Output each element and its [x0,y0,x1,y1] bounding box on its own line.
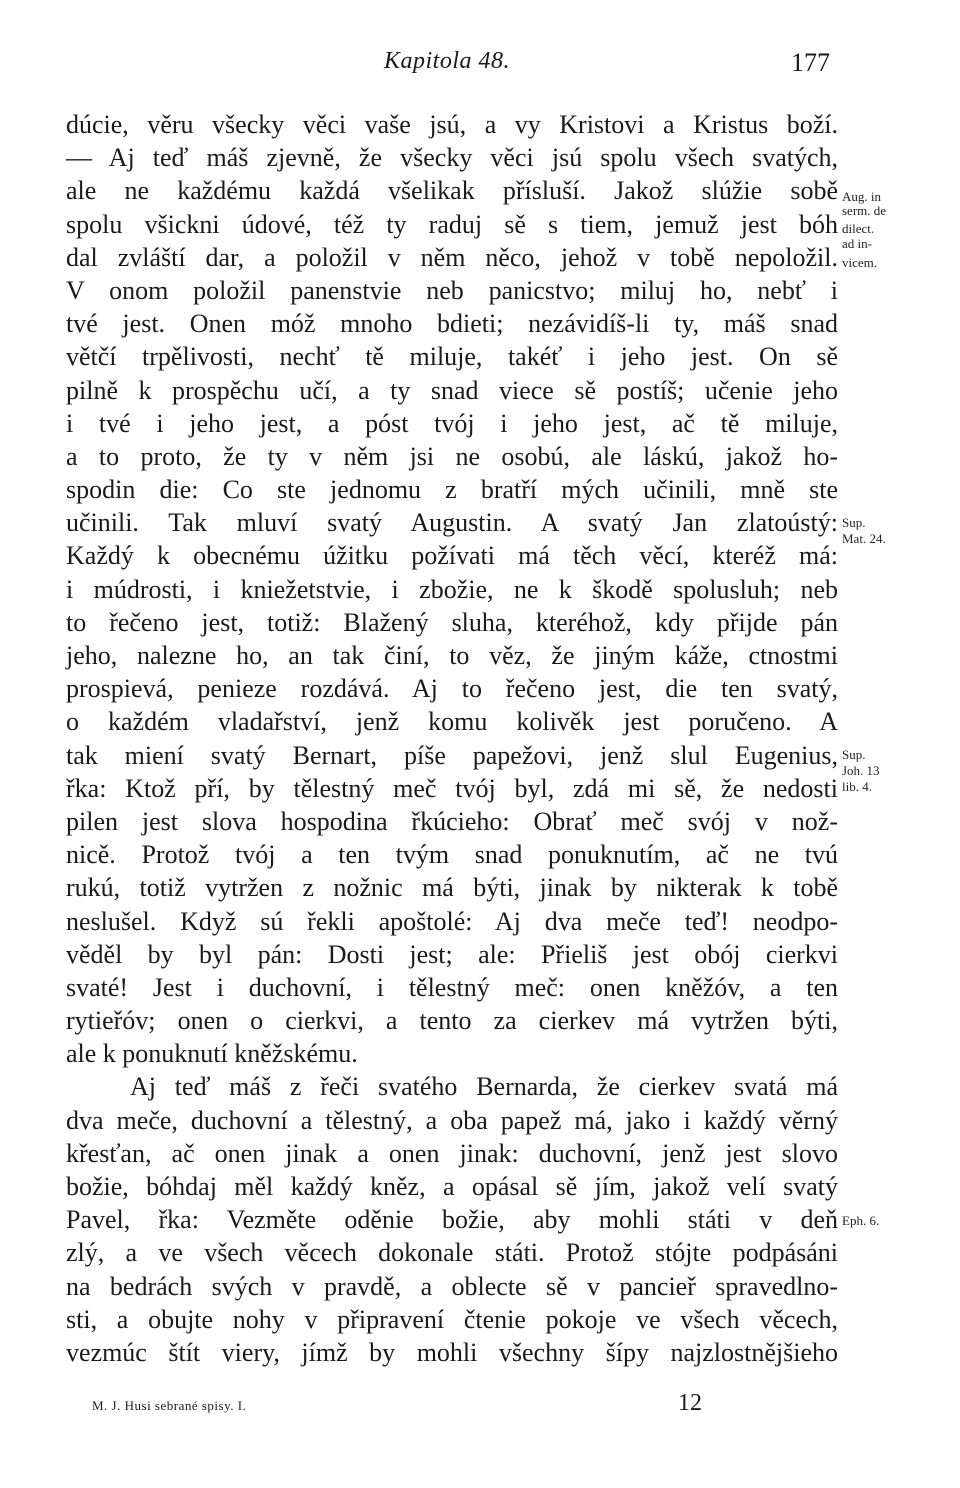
text-line: nicě. Protož tvój a ten tvým snad ponuknutím, ač ne tvú [66,840,838,870]
text-line: božie, bóhdaj měl každý kněz, a opásal sě jím, jakož velí svatý [66,1172,838,1201]
margin-note: lib. 4. [842,779,872,794]
text-line: svaté! Jest i duchovní, i tělestný meč: onen kněžóv, a ten [66,972,838,1002]
margin-note: ad in- [842,236,872,251]
text-line: i múdrosti, i kniežetstvie, i zbožie, ne k škodě spolusluh; neb [66,574,838,604]
text-line: tak miení svatý Bernart, píše papežovi, jenž slul Eugenius, [66,740,838,770]
text-line: vezmúc štít viery, jímž by mohli všechny šípy najzlostnějšieho [66,1337,838,1367]
margin-note: Eph. 6. [842,1213,880,1228]
text-line: dal zvláští dar, a položil v něm něco, jehož v tobě nepoložil. [66,242,838,272]
text-line: věděl by byl pán: Dosti jest; ale: Přieliš jest obój cierkvi [66,939,838,969]
text-line: dúcie, věru všecky věci vaše jsú, a vy Kristovi a Kristus boží. [66,110,838,139]
margin-note: Sup. [842,747,866,762]
text-line: ale ne každému každá všelikak přísluší. Jakož slúžie sobě [66,176,838,206]
text-line: ale k ponuknutí kněžskému. [66,1039,358,1069]
text-line: křesťan, ač onen jinak a onen jinak: duchovní, jenž jest slovo [66,1138,838,1168]
text-line: pilně k prospěchu učí, a ty snad viece sě postíš; učenie jeho [66,375,838,405]
text-line: Aj teď máš z řeči svatého Bernarda, že cierkev svatá má [130,1072,838,1102]
text-line: větčí trpělivosti, nechť tě miluje, takéť i jeho jest. On sě [66,342,838,372]
text-line: neslušel. Když sú řekli apoštolé: Aj dva meče teď! neodpo- [66,906,838,936]
text-line: rukú, totiž vytržen z nožnic má býti, jinak by nikterak k tobě [66,873,838,903]
text-line: spolu všickni údové, též ty raduj sě s tiem, jemuž jest bóh [66,209,838,239]
text-line: Každý k obecnému úžitku požívati má těch věcí, kteréž má: [66,541,838,571]
margin-note: Joh. 13 [842,763,880,778]
margin-note: Aug. in [842,189,881,204]
text-line: rytieřóv; onen o cierkvi, a tento za cierkev má vytržen býti, [66,1006,838,1036]
text-line: prospievá, penieze rozdává. Aj to řečeno jest, die ten svatý, [66,674,838,704]
margin-note: Mat. 24. [842,531,886,546]
margin-note: serm. de [842,203,887,218]
text-line: spodin die: Co ste jednomu z bratří mých učinili, mně ste [66,475,838,505]
text-line: učinili. Tak mluví svatý Augustin. A svatý Jan zlatoústý: [66,508,838,538]
signature-mark: 12 [678,1390,702,1416]
text-line: V onom položil panenstvie neb panicstvo; miluj ho, nebť i [66,275,838,305]
text-line: pilen jest slova hospodina řkúcieho: Obrať meč svój v nož- [66,806,838,836]
margin-note: Sup. [842,515,866,530]
body-text [66,108,838,1369]
text-line: dva meče, duchovní a tělestný, a oba papež má, jako i každý věrný [66,1105,838,1135]
text-line: o každém vladařství, jenž komu kolivěk jest poručeno. A [66,707,838,737]
text-line: řka: Ktož pří, by tělestný meč tvój byl, zdá mi sě, že nedosti [66,773,838,803]
text-line: Pavel, řka: Vezměte oděnie božie, aby mohli státi v deň [66,1205,838,1235]
text-line: tvé jest. Onen móž mnoho bdieti; nezávidíš-li ty, máš snad [66,309,838,339]
footer-source: M. J. Husi sebrané spisy. I. [92,1398,247,1413]
text-line: — Aj teď máš zjevně, že všecky věci jsú spolu všech svatých, [66,143,838,173]
running-header-chapter: Kapitola 48. [384,48,511,74]
text-line: na bedrách svých v pravdě, a oblecte sě v pancieř spravedlno- [66,1271,838,1301]
text-line: jeho, nalezne ho, an tak činí, to věz, že jiným káže, ctnostmi [66,641,838,670]
text-line: i tvé i jeho jest, a póst tvój i jeho jest, ač tě miluje, [66,408,838,438]
text-line: sti, a obujte nohy v připravení čtenie pokoje ve všech věcech, [66,1304,838,1334]
text-line: zlý, a ve všech věcech dokonale státi. Protož stójte podpásáni [66,1238,838,1268]
text-line: a to proto, že ty v něm jsi ne osobú, ale láskú, jakož ho- [66,441,838,471]
margin-note: dilect. [842,221,875,236]
text-line: to řečeno jest, totiž: Blažený sluha, kteréhož, kdy přijde pán [66,607,838,637]
page-number: 177 [791,48,830,77]
margin-note: vicem. [842,255,878,270]
